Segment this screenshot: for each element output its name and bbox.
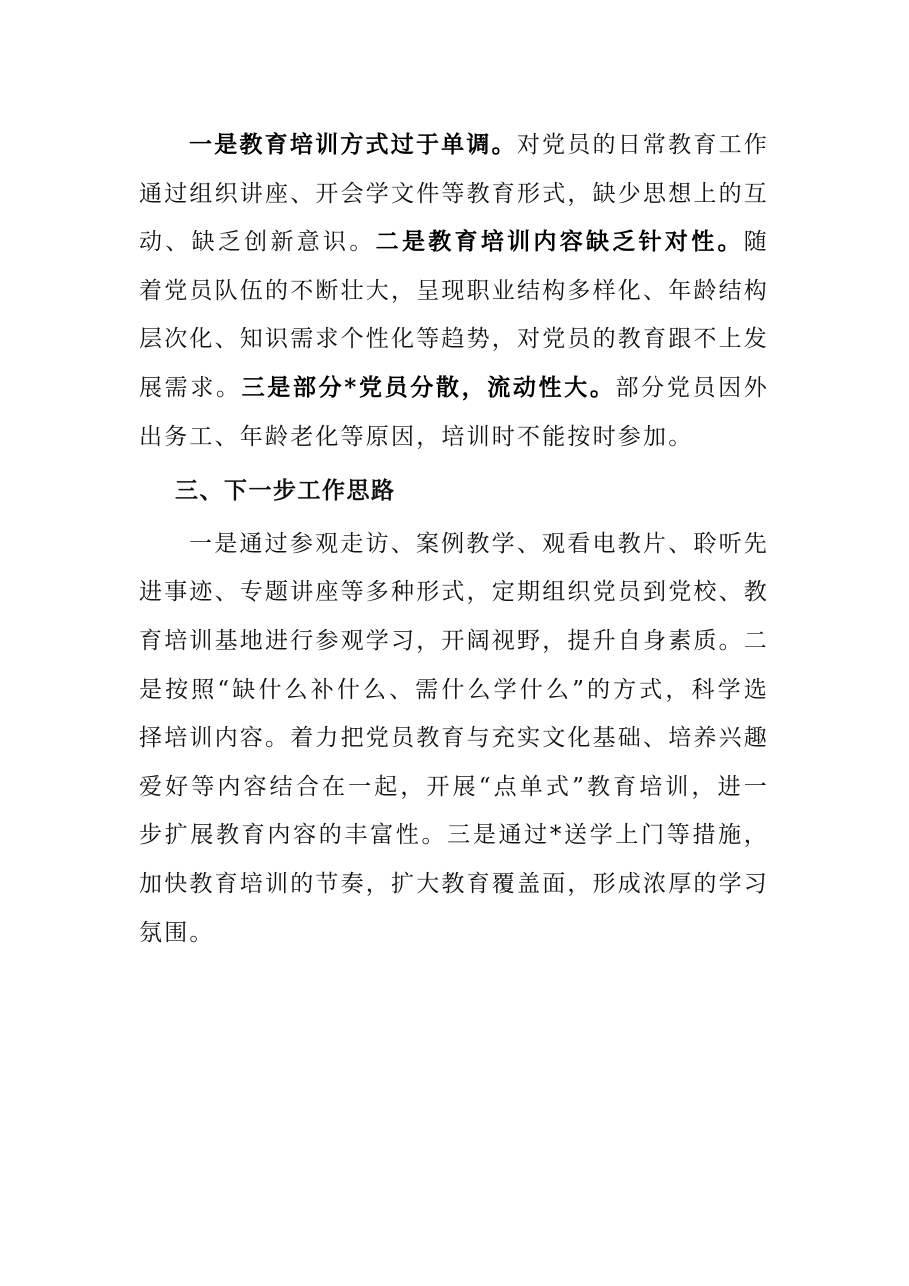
paragraph-next-steps: 一是通过参观走访、案例教学、观看电教片、聆听先进事迹、专题讲座等多种形式，定期组织党员到党校、教育培训基地进行参观学习，开阔视野，提升自身素质。二是按照“缺什么补什么、需什么学什么”的方式，科学选择培训内容。着力把党员教育与充实文化基础、培养兴趣爱好等内容结合在一起，开展“点单式”教育培训，进一步扩展教育内容的丰富性。三是通过*送学上门等措施，加快教育培训的节奏，扩大教育覆盖面，形成浓厚的学习氛围。: [139, 530, 769, 946]
bold-lead-2: 二是教育培训内容缺乏针对性。: [375, 228, 744, 256]
paragraph-text-1: 对党员的日常教育工作通过组织讲座、开会学文件等教育形式，缺少思想上的互动、缺乏创新意识。: [139, 132, 770, 256]
paragraph-problems: [139, 121, 769, 461]
bold-lead-1: 一是教育培训方式过于单调。: [189, 131, 517, 158]
paragraph-text-3: 部分党员因外出务工、年龄老化等原因，培训时不能按时参加。: [139, 374, 769, 450]
document-body: [139, 121, 769, 957]
section-heading: 三、下一步工作思路: [175, 478, 396, 505]
bold-lead-3: 三是部分*党员分散，流动性大。: [241, 373, 616, 401]
paragraph-text-2: 随着党员队伍的不断壮大，呈现职业结构多样化、年龄结构层次化、知识需求个性化等趋势，对党员的教育跟不上发展需求。: [139, 229, 769, 401]
